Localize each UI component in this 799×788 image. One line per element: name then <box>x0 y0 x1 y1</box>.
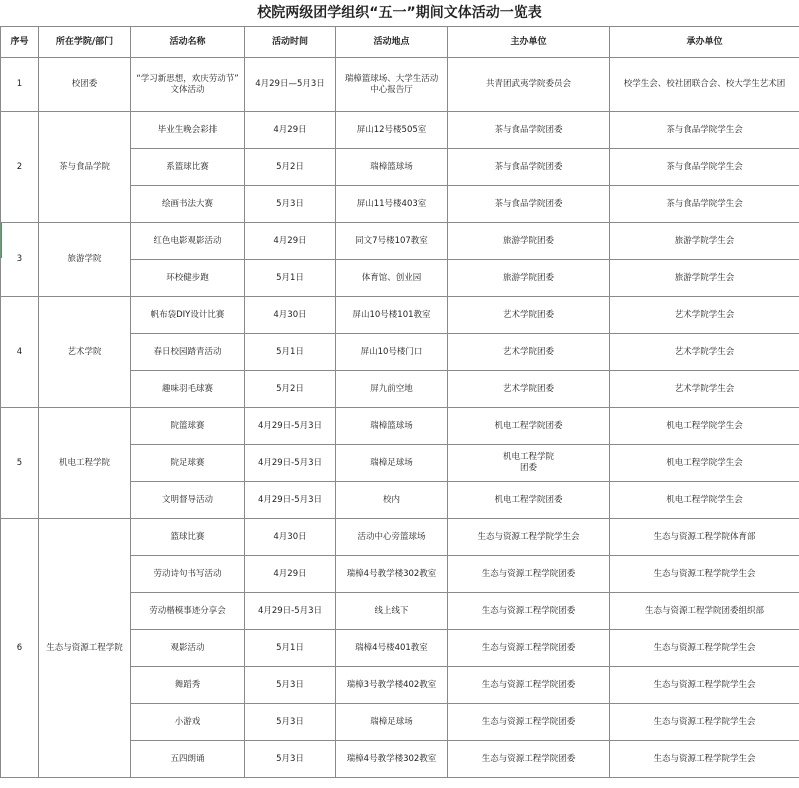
cell-host <box>448 149 610 186</box>
header-row <box>1 27 799 58</box>
cell-activity <box>131 371 245 408</box>
cell-line: 院篮球赛 <box>170 420 205 431</box>
cell-place <box>336 667 448 704</box>
table-row <box>1 519 799 556</box>
cell-line: 帆布袋DIY设计比赛 <box>150 309 225 320</box>
cell-time: 4月30日 <box>245 297 336 334</box>
table-row <box>1 297 799 334</box>
cell-place <box>336 445 448 482</box>
cell-time: 5月3日 <box>245 704 336 741</box>
cell-organizer: 旅游学院学生会 <box>610 260 799 297</box>
cell-line: 院足球赛 <box>170 457 205 468</box>
cell-line: 文明督导活动 <box>161 494 213 505</box>
cell-line: 屏九前空地 <box>370 383 413 394</box>
cell-organizer: 茶与食品学院学生会 <box>610 186 799 223</box>
cell-activity <box>131 297 245 334</box>
cell-line: 环校健步跑 <box>166 272 209 283</box>
cell-activity <box>131 556 245 593</box>
cell-organizer: 机电工程学院学生会 <box>610 408 799 445</box>
cell-line: 屏山12号楼505室 <box>356 124 427 135</box>
cell-organizer: 茶与食品学院学生会 <box>610 149 799 186</box>
cell-organizer: 生态与资源工程学院学生会 <box>610 630 799 667</box>
cell-organizer: 艺术学院学生会 <box>610 334 799 371</box>
cell-place <box>336 741 448 778</box>
header-organizer: 承办单位 <box>610 27 799 58</box>
cell-activity <box>131 186 245 223</box>
cell-organizer: 生态与资源工程学院学生会 <box>610 704 799 741</box>
cell-line: 旅游学院团委 <box>502 272 554 283</box>
cell-time: 4月29日-5月3日 <box>245 593 336 630</box>
cell-organizer: 茶与食品学院学生会 <box>610 112 799 149</box>
cell-place <box>336 112 448 149</box>
cell-activity <box>131 667 245 704</box>
cell-line: 瑞樟4号教学楼302教室 <box>346 753 437 764</box>
cell-place <box>336 297 448 334</box>
cell-host <box>448 630 610 667</box>
cell-line: 艺术学院团委 <box>502 309 554 320</box>
cell-place <box>336 223 448 260</box>
cell-line: 茶与食品学院团委 <box>494 161 563 172</box>
cell-time: 5月3日 <box>245 741 336 778</box>
cell-host <box>448 58 610 112</box>
cell-line: 舞蹈秀 <box>174 679 201 690</box>
cell-line: 观影活动 <box>170 642 205 653</box>
cell-line: “学习新思想，欢庆劳动节” <box>136 73 239 84</box>
cell-line: 生态与资源工程学院学生会 <box>477 531 580 542</box>
cell-line: 同文7号楼107教室 <box>355 235 428 246</box>
cell-place <box>336 149 448 186</box>
cell-organizer: 生态与资源工程学院学生会 <box>610 741 799 778</box>
table-row <box>1 112 799 149</box>
cell-line: 劳动诗句书写活动 <box>153 568 222 579</box>
cell-line: 劳动楷模事迹分享会 <box>149 605 226 616</box>
cell-dept: 生态与资源工程学院 <box>39 519 131 778</box>
cell-no: 3 <box>1 223 39 297</box>
cell-line: 生态与资源工程学院团委 <box>481 716 576 727</box>
header-dept: 所在学院/部门 <box>39 27 131 58</box>
cell-activity <box>131 482 245 519</box>
cell-host <box>448 704 610 741</box>
cell-line: 趣味羽毛球赛 <box>161 383 213 394</box>
cell-line: 篮球比赛 <box>170 531 205 542</box>
cell-organizer: 生态与资源工程学院团委组织部 <box>610 593 799 630</box>
cell-host <box>448 445 610 482</box>
cell-host <box>448 297 610 334</box>
cell-dept: 机电工程学院 <box>39 408 131 519</box>
cell-activity <box>131 260 245 297</box>
cell-place <box>336 260 448 297</box>
cell-line: 共青团武夷学院委员会 <box>485 79 571 89</box>
cell-line: 屏山11号楼403室 <box>356 198 427 209</box>
cell-line: 生态与资源工程学院团委 <box>481 568 576 579</box>
cell-line: 茶与食品学院团委 <box>494 124 563 135</box>
cell-line: 活动中心旁篮球场 <box>357 531 426 542</box>
cell-line: 系篮球比赛 <box>166 161 209 172</box>
cell-host <box>448 371 610 408</box>
cell-time: 4月30日 <box>245 519 336 556</box>
cell-no: 5 <box>1 408 39 519</box>
cell-line: 瑞樟4号教学楼302教室 <box>346 568 437 579</box>
cell-time: 5月3日 <box>245 667 336 704</box>
cell-organizer: 旅游学院学生会 <box>610 223 799 260</box>
cell-no: 6 <box>1 519 39 778</box>
cell-activity <box>131 519 245 556</box>
cell-place <box>336 186 448 223</box>
cell-host <box>448 186 610 223</box>
activity-table <box>0 26 799 778</box>
cell-host <box>448 408 610 445</box>
cell-place <box>336 519 448 556</box>
cell-organizer: 校学生会、校社团联合会、校大学生艺术团 <box>610 58 799 112</box>
cell-line: 瑞樟4号楼401教室 <box>355 642 428 653</box>
cell-place <box>336 593 448 630</box>
cell-line: 瑞樟篮球场 <box>370 420 413 431</box>
cell-time: 4月29日 <box>245 112 336 149</box>
cell-line: 瑞樟足球场 <box>370 457 413 468</box>
cell-line: 机电工程学院团委 <box>494 494 563 505</box>
cell-activity <box>131 445 245 482</box>
cell-line: 旅游学院团委 <box>502 235 554 246</box>
cell-line: 瑞樟篮球场、大学生活动 <box>344 73 439 84</box>
table-row <box>1 223 799 260</box>
cell-no: 4 <box>1 297 39 408</box>
cell-dept: 校团委 <box>39 58 131 112</box>
cell-place <box>336 704 448 741</box>
cell-no: 1 <box>1 58 39 112</box>
cell-time: 4月29日-5月3日 <box>245 482 336 519</box>
table-body <box>1 58 799 778</box>
cell-line: 中心报告厅 <box>370 84 413 95</box>
cell-place <box>336 630 448 667</box>
cell-line: 茶与食品学院团委 <box>494 198 563 209</box>
cell-line: 线上线下 <box>374 605 409 616</box>
cell-line: 生态与资源工程学院团委 <box>481 753 576 764</box>
cell-line: 瑞樟3号教学楼402教室 <box>346 679 437 690</box>
cell-host <box>448 334 610 371</box>
cell-line: 文体活动 <box>170 84 205 95</box>
cell-time: 4月29日-5月3日 <box>245 445 336 482</box>
cell-line: 小游戏 <box>174 716 201 727</box>
cell-time: 5月1日 <box>245 334 336 371</box>
cell-host <box>448 519 610 556</box>
cell-host <box>448 593 610 630</box>
cell-time: 5月2日 <box>245 371 336 408</box>
cell-organizer: 艺术学院学生会 <box>610 371 799 408</box>
cell-line: 瑞樟篮球场 <box>370 161 413 172</box>
cell-line: 艺术学院团委 <box>502 346 554 357</box>
cell-activity <box>131 704 245 741</box>
cell-activity <box>131 593 245 630</box>
cell-host <box>448 260 610 297</box>
cell-organizer: 艺术学院学生会 <box>610 297 799 334</box>
cell-organizer: 机电工程学院学生会 <box>610 482 799 519</box>
cell-activity <box>131 112 245 149</box>
cell-no: 2 <box>1 112 39 223</box>
cell-host <box>448 556 610 593</box>
cell-time: 4月29日 <box>245 556 336 593</box>
cell-line: 生态与资源工程学院团委 <box>481 605 576 616</box>
cell-time: 5月2日 <box>245 149 336 186</box>
cell-time: 4月29日 <box>245 223 336 260</box>
header-place: 活动地点 <box>336 27 448 58</box>
table-row <box>1 408 799 445</box>
cell-organizer: 生态与资源工程学院学生会 <box>610 556 799 593</box>
cell-line: 体育馆、创业园 <box>361 272 422 283</box>
cell-line: 生态与资源工程学院团委 <box>481 642 576 653</box>
cell-time: 5月1日 <box>245 260 336 297</box>
cell-line: 机电工程学院团委 <box>494 420 563 431</box>
cell-line: 机电工程学院 <box>502 452 554 462</box>
cell-time: 4月29日-5月3日 <box>245 408 336 445</box>
cell-line: 红色电影观影活动 <box>153 235 222 246</box>
table-title: 校院两级团学组织“五一”期间文体活动一览表 <box>257 5 542 21</box>
cell-dept: 艺术学院 <box>39 297 131 408</box>
cell-line: 绘画书法大赛 <box>161 198 213 209</box>
cell-time: 5月1日 <box>245 630 336 667</box>
cell-host <box>448 223 610 260</box>
cell-place <box>336 58 448 112</box>
cell-line: 五四朗诵 <box>170 753 205 764</box>
cell-line: 春日校园踏青活动 <box>153 346 222 357</box>
cell-organizer: 生态与资源工程学院体育部 <box>610 519 799 556</box>
cell-host <box>448 482 610 519</box>
cell-activity <box>131 741 245 778</box>
cell-activity <box>131 149 245 186</box>
cell-activity <box>131 408 245 445</box>
cell-activity <box>131 58 245 112</box>
cell-line: 屏山10号楼门口 <box>360 346 423 357</box>
cell-line: 毕业生晚会彩排 <box>157 124 218 135</box>
cell-place <box>336 556 448 593</box>
cell-activity <box>131 223 245 260</box>
cell-activity <box>131 630 245 667</box>
cell-dept: 茶与食品学院 <box>39 112 131 223</box>
cell-dept: 旅游学院 <box>39 223 131 297</box>
cell-place <box>336 408 448 445</box>
cell-organizer: 生态与资源工程学院学生会 <box>610 667 799 704</box>
cell-time: 5月3日 <box>245 186 336 223</box>
header-no: 序号 <box>1 27 39 58</box>
header-activity: 活动名称 <box>131 27 245 58</box>
table-row <box>1 58 799 112</box>
cell-line: 校内 <box>382 494 400 505</box>
cell-line: 瑞樟足球场 <box>370 716 413 727</box>
cell-place <box>336 482 448 519</box>
header-host: 主办单位 <box>448 27 610 58</box>
cell-host <box>448 667 610 704</box>
cell-host <box>448 112 610 149</box>
cell-host <box>448 741 610 778</box>
cell-activity <box>131 334 245 371</box>
cell-line: 艺术学院团委 <box>502 383 554 394</box>
cell-place <box>336 334 448 371</box>
cell-place <box>336 371 448 408</box>
cell-line: 屏山10号楼101教室 <box>352 309 431 320</box>
cell-time: 4月29日—5月3日 <box>245 58 336 112</box>
cell-organizer: 机电工程学院学生会 <box>610 445 799 482</box>
cell-line: 生态与资源工程学院团委 <box>481 679 576 690</box>
cell-line: 团委 <box>519 463 537 473</box>
header-time: 活动时间 <box>245 27 336 58</box>
